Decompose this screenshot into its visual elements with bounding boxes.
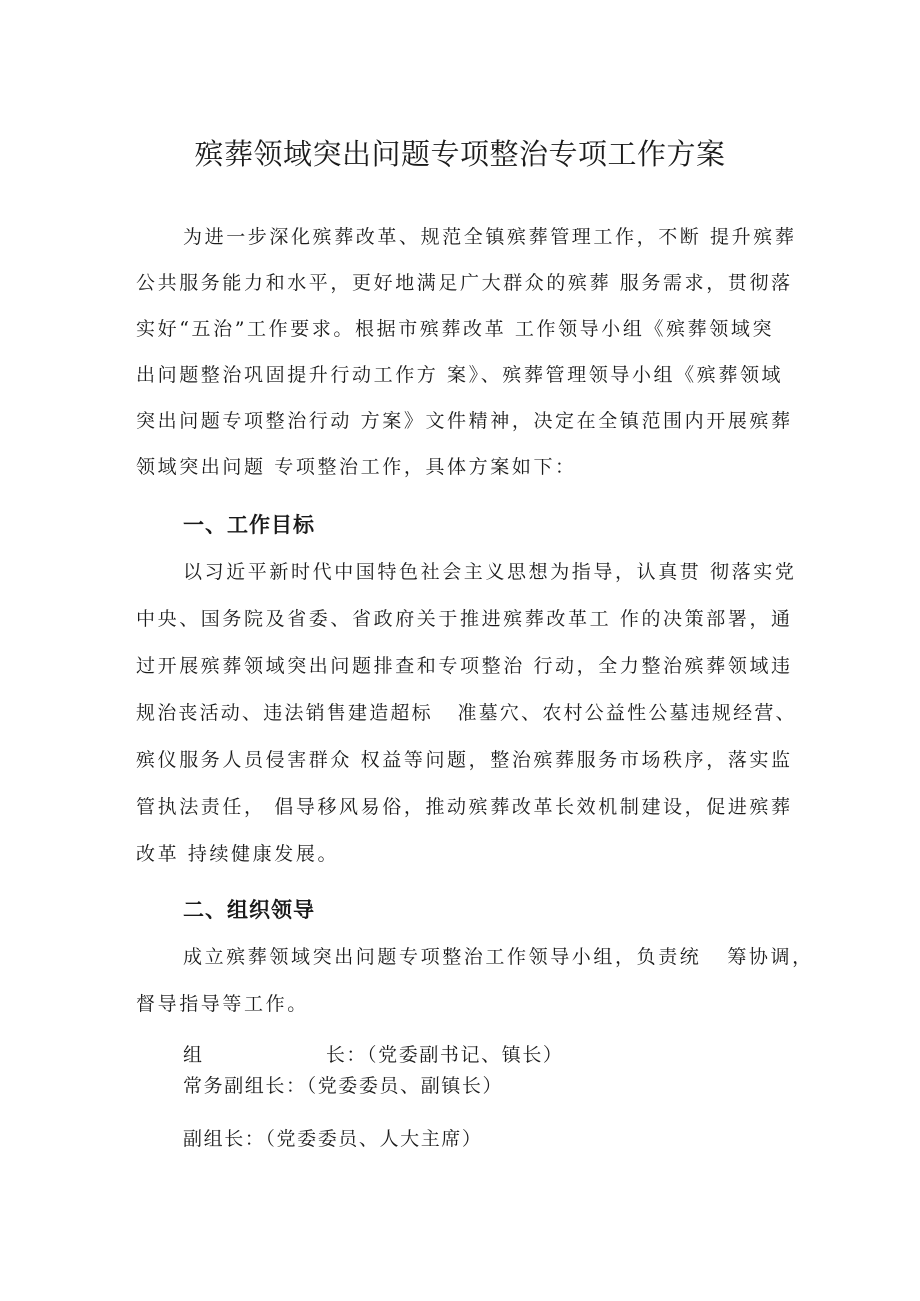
section-line: 中央、国务院及省委、省政府关于推进殡葬改革工 作的决策部署，通 [136,608,793,630]
member-line: 常务副组长：（党委委员、副镇长） [183,1075,504,1097]
section-line: 督导指导等工作。 [136,993,309,1015]
section-line: 管执法责任， 倡导移风易俗，推动殡葬改革长效机制建设，促进殡葬 [136,796,793,818]
section-line: 成立殡葬领域突出问题专项整治工作领导小组，负责统 筹协调， [183,946,814,968]
intro-line: 公共服务能力和水平，更好地满足广大群众的殡葬 服务需求，贯彻落 [136,272,793,294]
section-line: 规治丧活动、违法销售建造超标 准墓穴、农村公益性公墓违规经营、 [136,702,797,724]
section-line: 过开展殡葬领域突出问题排查和专项整治 行动，全力整治殡葬领域违 [136,655,793,677]
intro-line: 为进一步深化殡葬改革、规范全镇殡葬管理工作，不断 提升殡葬 [183,226,797,248]
intro-line: 出问题整治巩固提升行动工作方 案》、殡葬管理领导小组《殡葬领域 [136,364,784,386]
section-heading-goals: 一、工作目标 [183,513,315,537]
member-line: 组 长：（党委副书记、镇长） [183,1044,564,1066]
intro-line: 领域突出问题 专项整治工作，具体方案如下： [136,456,577,478]
section-line: 殡仪服务人员侵害群众 权益等问题，整治殡葬服务市场秩序，落实监 [136,749,793,771]
section-line: 改革 持续健康发展。 [136,843,340,865]
document-title: 殡葬领域突出问题专项整治专项工作方案 [194,137,726,171]
intro-line: 实好“五治”工作要求。根据市殡葬改革 工作领导小组《殡葬领域突 [136,318,775,340]
member-line: 副组长：（党委委员、人大主席） [183,1128,483,1150]
section-line: 以习近平新时代中国特色社会主义思想为指导，认真贯 彻落实党 [183,561,797,583]
intro-line: 突出问题专项整治行动 方案》文件精神，决定在全镇范围内开展殡葬 [136,410,793,432]
section-heading-leadership: 二、组织领导 [183,898,315,922]
